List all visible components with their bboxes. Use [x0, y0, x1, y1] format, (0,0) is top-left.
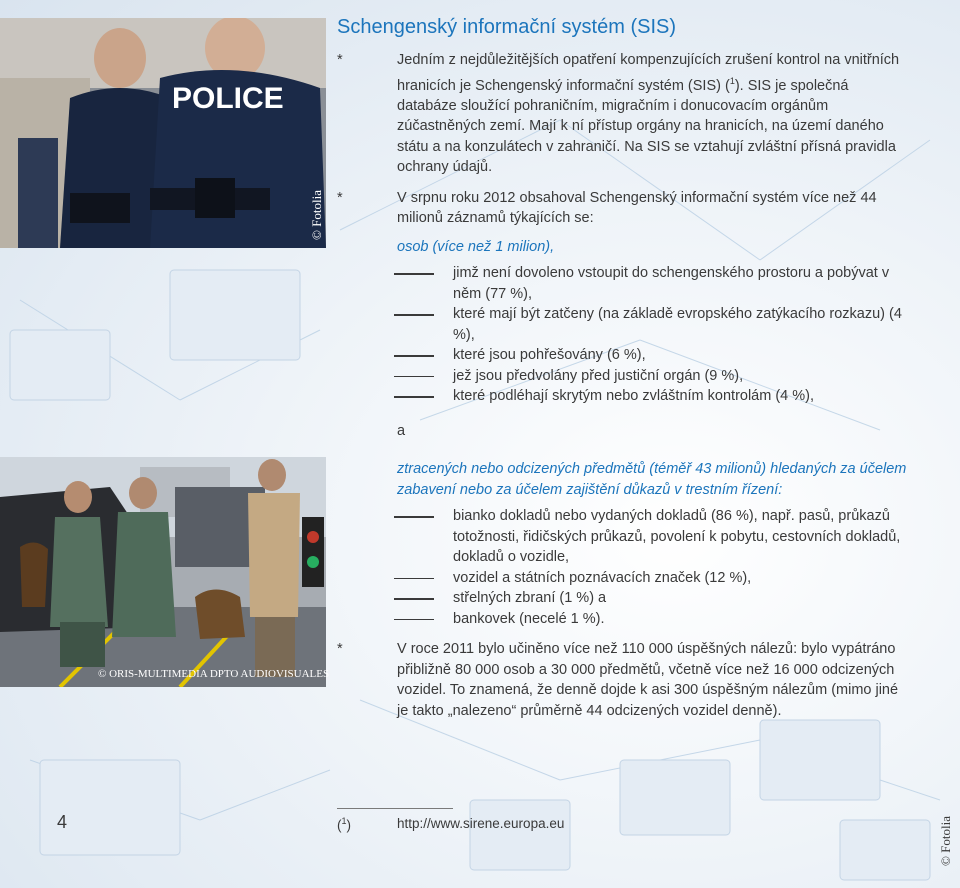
list-item: jež jsou předvolány před justiční orgán (9 %),: [337, 366, 912, 387]
paragraph-text: V srpnu roku 2012 obsahoval Schengenský informační systém více než 44 milionů záznamů týkajících se:: [397, 189, 877, 227]
paragraph-text: ). SIS je společná databáze sloužící pohraničním, migračním i donucovacím orgánům zúčastněných zemí. Mají k ní přístup orgány na hranicích, na území daného státu a na konzulátech v zahraničí. Na SIS se vztahují zvláštní přísná pravidla ochrany údajů.: [397, 77, 896, 176]
paragraph-text: Jedním z nejdůležitějších opatření kompenzujících zrušení kontrol na vnitřních hranicích je Schengenský informační systém (SIS) (: [397, 52, 900, 94]
list-item: bankovek (necelé 1 %).: [337, 609, 912, 630]
list-item: které podléhají skrytým nebo zvláštním kontrolám (4 %),: [337, 386, 912, 407]
border-control-dogs-photo: [0, 457, 326, 687]
objects-list: [337, 506, 912, 629]
photo-credit-corner: © Fotolia: [938, 816, 953, 866]
paragraph-records-intro: [337, 188, 912, 229]
objects-heading: ztracených nebo odcizených předmětů (téměř 43 milionů) hledaných za účelem zabavení nebo za účelem zajištění důkazů v trestním řízení:: [397, 461, 907, 498]
footnote: ($^1$) http://www.sirene.europa.eu: [337, 816, 565, 833]
footnote-link[interactable]: http://www.sirene.europa.eu: [397, 816, 565, 831]
svg-text:POLICE: POLICE: [172, 82, 284, 115]
page-title: Schengenský informační systém (SIS): [337, 16, 677, 38]
persons-heading: osob (více než 1 milion),: [397, 238, 555, 255]
list-item: jimž není dovoleno vstoupit do schengenského prostoru a pobývat v něm (77 %),: [337, 263, 912, 304]
main-content: [337, 50, 912, 721]
persons-list: [337, 263, 912, 407]
paragraph-results-2011: [337, 639, 912, 721]
footnote-number: 1: [341, 816, 347, 826]
list-item: bianko dokladů nebo vydaných dokladů (86 %), např. pasů, průkazů totožnosti, řidičských průkazů, povolení k pobytu, cestovních dokladů, dokladů o vozidle,: [337, 506, 912, 568]
photo-credit-top: © Fotolia: [309, 190, 324, 240]
bullet-marker: *: [337, 52, 343, 68]
paragraph-sis-intro: [337, 50, 912, 178]
list-item: vozidel a státních poznávacích značek (12 %),: [337, 568, 912, 589]
list-item: střelných zbraní (1 %) a: [337, 588, 912, 609]
police-officers-photo: [0, 18, 326, 248]
bullet-marker: *: [337, 641, 343, 658]
list-item: které jsou pohřešovány (6 %),: [337, 345, 912, 366]
bullet-marker: *: [337, 189, 343, 206]
conjunction-and: a: [397, 422, 406, 439]
list-item: které mají být zatčeny (na základě evropského zatýkacího rozkazu) (4 %),: [337, 304, 912, 345]
footnote-reference[interactable]: 1: [729, 75, 735, 86]
photo-credit-middle: © ORIS-MULTIMEDIA DPTO AUDIOVISUALES: [98, 668, 330, 680]
footnote-divider: [337, 808, 453, 809]
page-number: 4: [57, 812, 68, 832]
paragraph-text: V roce 2011 bylo učiněno více než 110 000 úspěšných nálezů: bylo vypátráno přibližně 80 000 osob a 30 000 předmětů, včetně více než 16 000 odcizených vozidel. To znamená, že denně dojde k asi 300 úspěšným nálezům (mimo jiné je takto „nalezeno“ průměrně 44 odcizených vozidel denně).: [397, 641, 899, 719]
